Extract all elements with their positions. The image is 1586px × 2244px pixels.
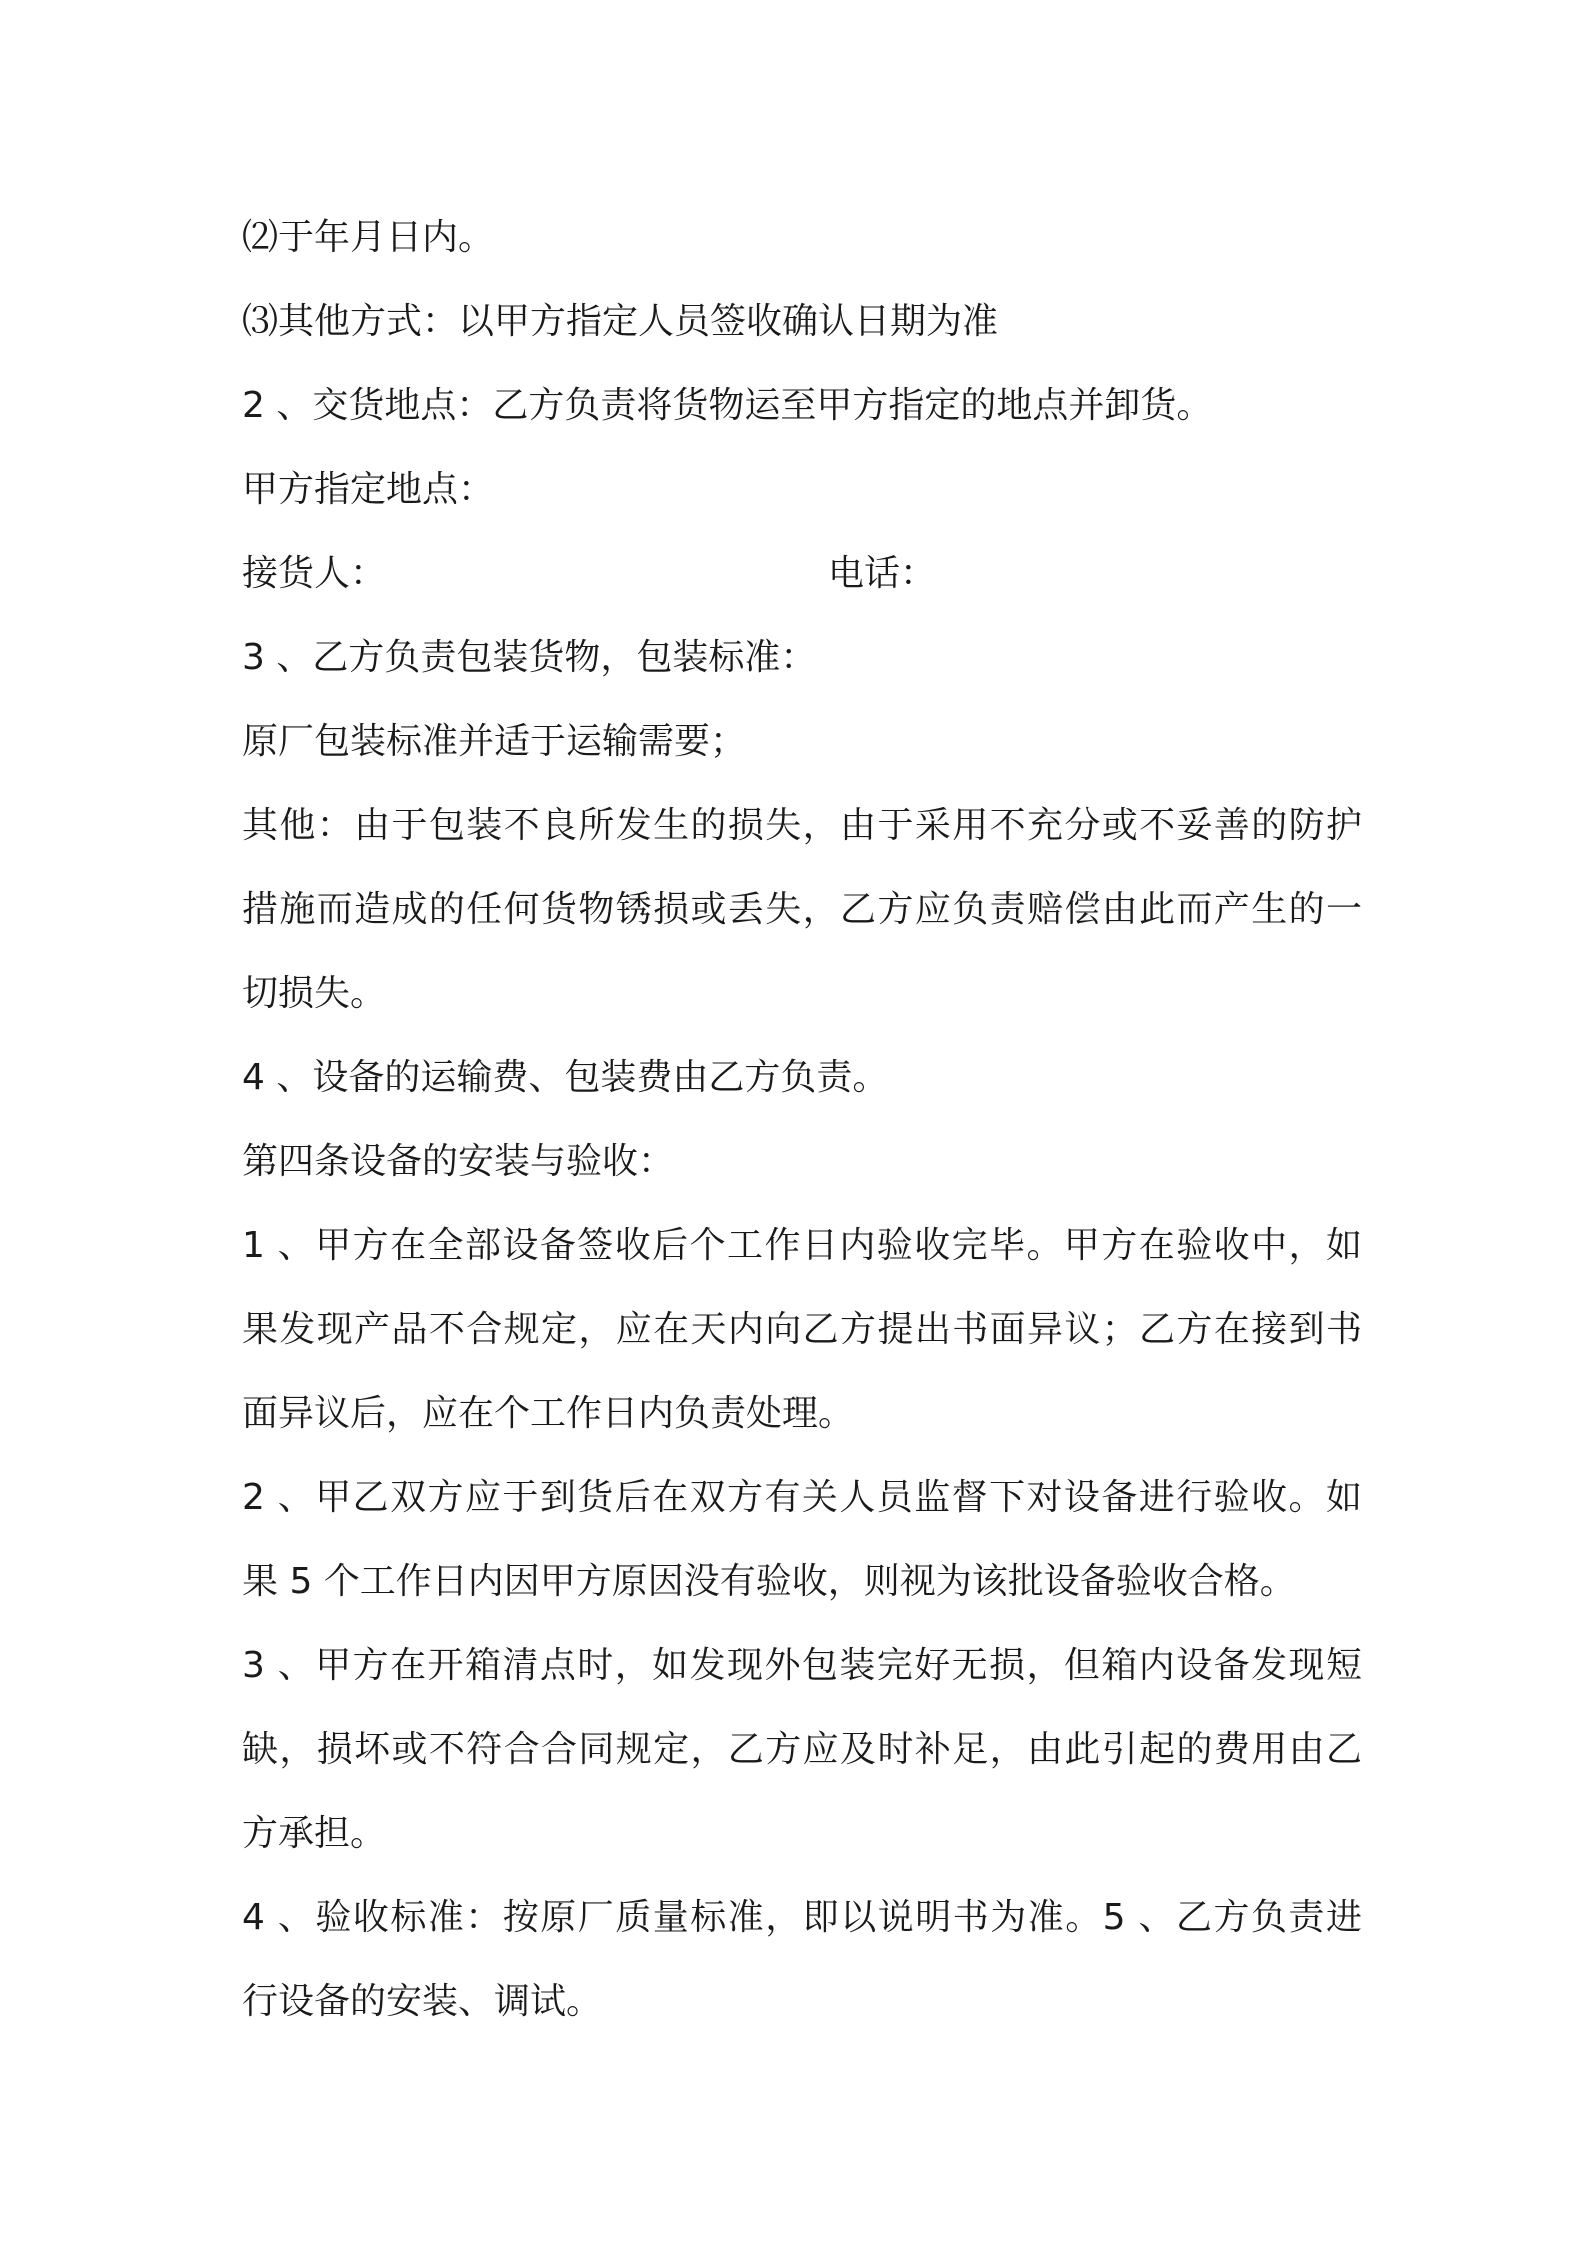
clause-line: 缺，损坏或不符合合同规定，乙方应及时补足，由此引起的费用由乙 [242,1729,1362,1770]
clause-line: 面异议后，应在个工作日内负责处理。 [242,1393,855,1434]
clause-line: 原厂包装标准并适于运输需要； [242,721,747,762]
clause-line: 1 、甲方在全部设备签收后个工作日内验收完毕。甲方在验收中，如 [242,1225,1362,1266]
clause-line: 3 、乙方负责包装货物，包装标准： [242,637,817,678]
clause-line: 2 、甲乙双方应于到货后在双方有关人员监督下对设备进行验收。如 [242,1477,1362,1518]
clause-line: 4 、验收标准：按原厂质量标准，即以说明书为准。5 、乙方负责进 [242,1897,1362,1938]
section-heading: 第四条设备的安装与验收： [242,1141,675,1182]
clause-line: 2 、交货地点：乙方负责将货物运至甲方指定的地点并卸货。 [242,385,1213,426]
document-body [242,196,1362,2044]
consignee-label: 接货人： [242,553,387,594]
clause-line: 甲方指定地点： [242,469,495,510]
consignee-phone-line [242,532,1362,616]
phone-label: 电话： [828,553,937,594]
clause-line: 4 、设备的运输费、包装费由乙方负责。 [242,1057,889,1098]
clause-line: 切损失。 [242,973,387,1014]
clause-line: ⑵于年月日内。 [242,217,495,258]
clause-line: ⑶其他方式：以甲方指定人员签收确认日期为准 [242,301,999,342]
clause-line: 果发现产品不合规定，应在天内向乙方提出书面异议；乙方在接到书 [242,1309,1362,1350]
clause-line: 其他：由于包装不良所发生的损失，由于采用不充分或不妥善的防护 [242,805,1362,846]
clause-line: 3 、甲方在开箱清点时，如发现外包装完好无损，但箱内设备发现短 [242,1645,1362,1686]
clause-line: 果 5 个工作日内因甲方原因没有验收，则视为该批设备验收合格。 [242,1561,1296,1602]
clause-line: 方承担。 [242,1813,387,1854]
clause-line: 行设备的安装、调试。 [242,1981,603,2022]
clause-line: 措施而造成的任何货物锈损或丢失，乙方应负责赔偿由此而产生的一 [242,889,1362,930]
